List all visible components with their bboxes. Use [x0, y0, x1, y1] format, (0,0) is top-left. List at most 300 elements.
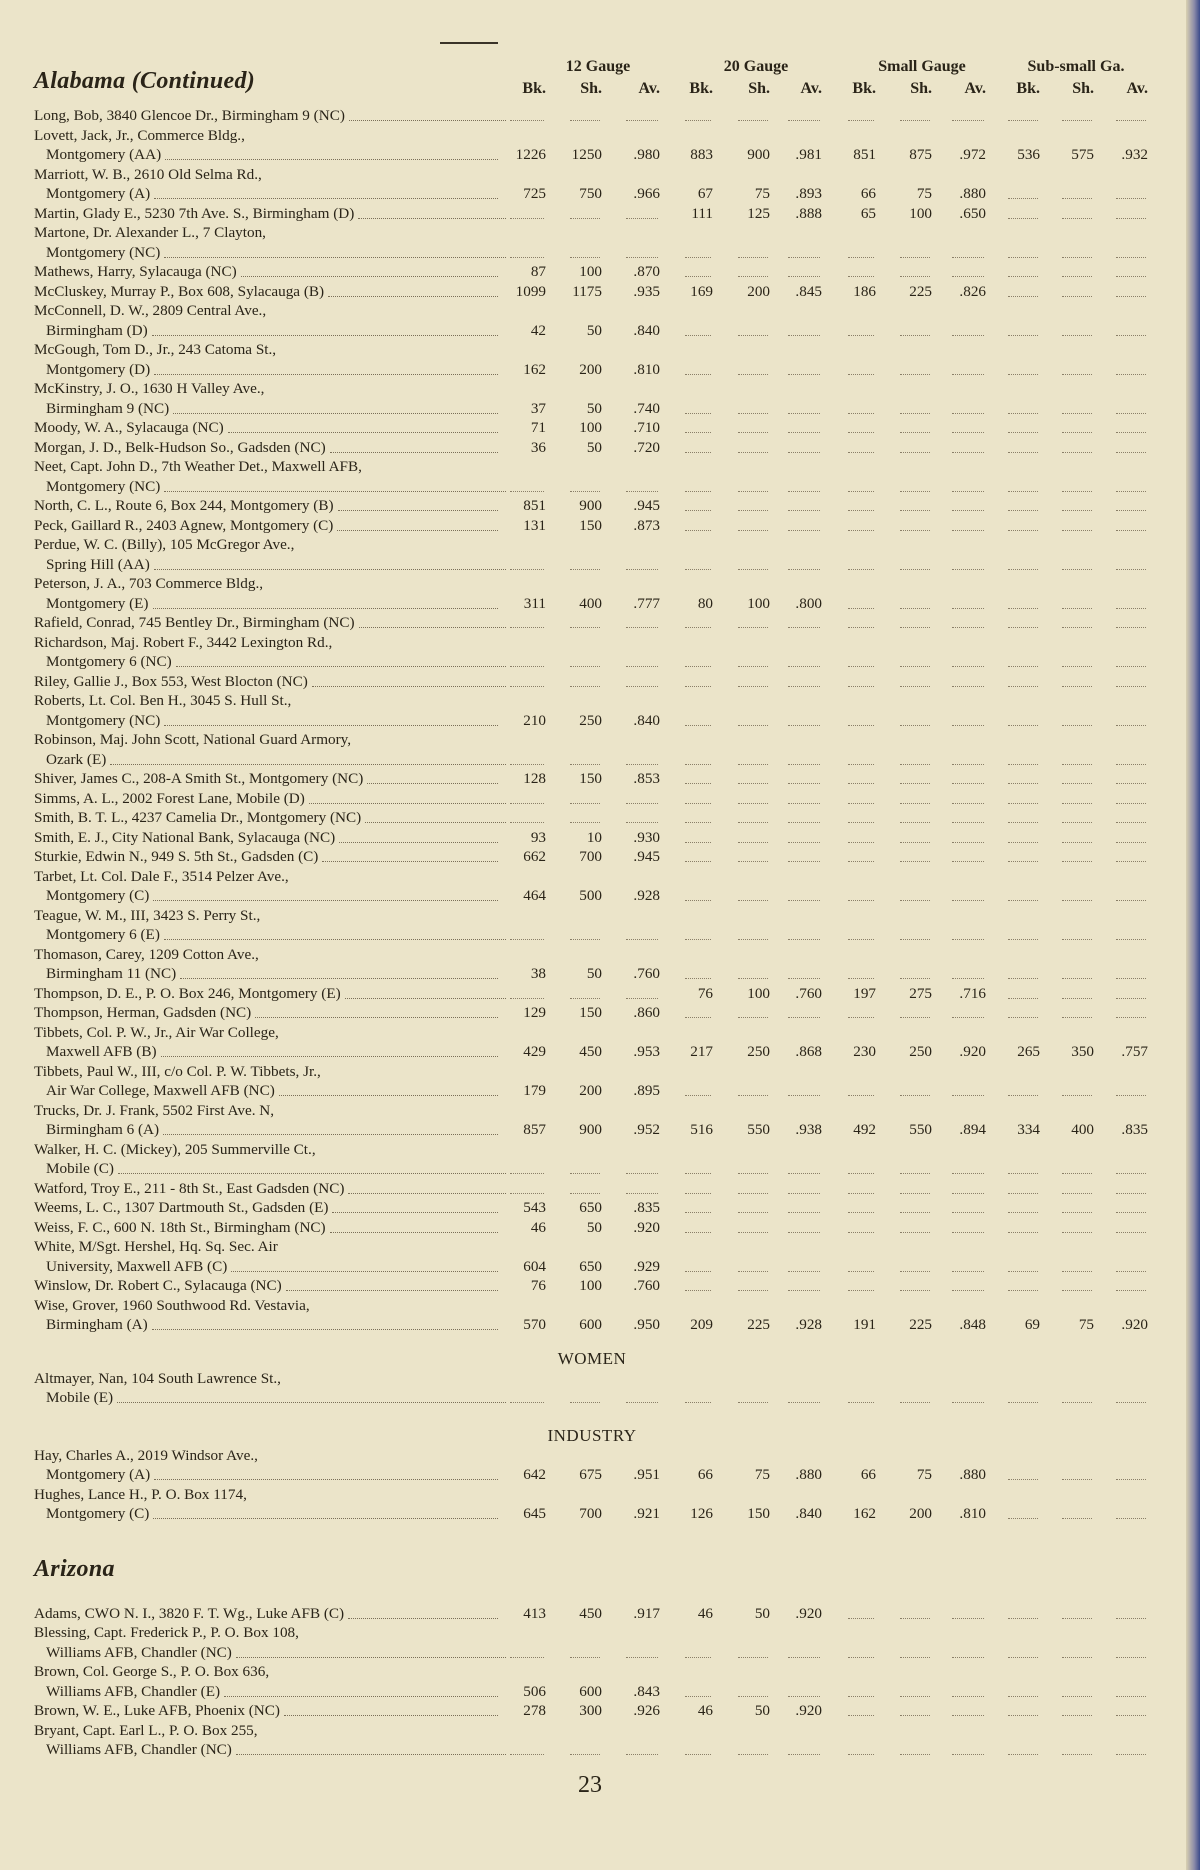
- entrant-name: Birmingham 6 (A): [46, 1121, 160, 1138]
- score-cell: 600: [579, 1316, 602, 1333]
- empty-cell: [952, 627, 984, 628]
- empty-cell: [685, 374, 711, 375]
- score-cell: 217: [690, 1043, 713, 1060]
- empty-cell: [788, 1271, 820, 1272]
- empty-cell: [788, 842, 820, 843]
- table-row: [34, 1179, 1164, 1199]
- empty-cell: [952, 491, 984, 492]
- score-cell: 550: [909, 1121, 932, 1138]
- score-cell: 334: [1017, 1121, 1040, 1138]
- table-row: [34, 438, 1164, 458]
- empty-cell: [1008, 764, 1038, 765]
- table-row: [34, 1701, 1164, 1721]
- score-cell: .972: [959, 146, 986, 163]
- empty-cell: [626, 1193, 658, 1194]
- empty-cell: [1116, 218, 1146, 219]
- empty-cell: [738, 569, 768, 570]
- leader-dots: [337, 530, 498, 531]
- entrant-name: Richardson, Maj. Robert F., 3442 Lexington Rd.,: [34, 633, 333, 651]
- empty-cell: [788, 510, 820, 511]
- empty-cell: [738, 939, 768, 940]
- empty-cell: [848, 1290, 874, 1291]
- score-cell: 100: [579, 419, 602, 436]
- empty-cell: [1062, 1618, 1092, 1619]
- empty-cell: [900, 842, 930, 843]
- leader-dots: [164, 939, 506, 940]
- leader-dots: [349, 120, 506, 121]
- empty-cell: [900, 1212, 930, 1213]
- entrant-name: McCluskey, Murray P., Box 608, Sylacauga (B): [34, 282, 325, 300]
- score-cell: 66: [697, 1466, 713, 1483]
- empty-cell: [1116, 783, 1146, 784]
- table-row-line: [34, 379, 1164, 399]
- empty-cell: [788, 432, 820, 433]
- empty-cell: [685, 1696, 711, 1697]
- empty-cell: [848, 842, 874, 843]
- empty-cell: [1116, 491, 1146, 492]
- score-cell: 197: [853, 984, 876, 1002]
- empty-cell: [952, 1193, 984, 1194]
- table-row: [34, 1604, 1164, 1624]
- empty-cell: [738, 1095, 768, 1096]
- empty-cell: [738, 1754, 768, 1755]
- empty-cell: [1062, 1212, 1092, 1213]
- entrant-name: Perdue, W. C. (Billy), 105 McGregor Ave.,: [34, 536, 295, 553]
- score-cell: .777: [633, 594, 660, 612]
- score-cell: 350: [1071, 1043, 1094, 1060]
- empty-cell: [788, 803, 820, 804]
- score-cell: 191: [853, 1316, 876, 1333]
- score-cell: .945: [633, 848, 660, 865]
- table-row-line: [34, 1023, 1164, 1043]
- empty-cell: [1008, 822, 1038, 823]
- score-cell: 900: [579, 497, 602, 514]
- empty-cell: [685, 822, 711, 823]
- empty-cell: [900, 627, 930, 628]
- table-row: [34, 321, 1164, 341]
- table-row-line: [34, 457, 1164, 477]
- empty-cell: [1008, 491, 1038, 492]
- leader-dots: [339, 842, 498, 843]
- score-cell: 662: [523, 848, 546, 865]
- entrant-name: Montgomery (NC): [46, 243, 161, 261]
- empty-cell: [1116, 374, 1146, 375]
- empty-cell: [570, 1173, 600, 1174]
- score-cell: 700: [579, 848, 602, 865]
- entrant-name: Williams AFB, Chandler (NC): [46, 1741, 232, 1758]
- empty-cell: [848, 1657, 874, 1658]
- empty-cell: [570, 939, 600, 940]
- empty-cell: [900, 569, 930, 570]
- table-row: [34, 1218, 1164, 1238]
- empty-cell: [900, 608, 930, 609]
- leader-dots: [153, 900, 498, 901]
- empty-cell: [1008, 510, 1038, 511]
- empty-cell: [685, 1232, 711, 1233]
- entrant-name: Robinson, Maj. John Scott, National Guard Armory,: [34, 731, 352, 748]
- entrant-name: Maxwell AFB (B): [46, 1043, 157, 1060]
- empty-cell: [788, 335, 820, 336]
- score-cell: 125: [747, 204, 770, 222]
- empty-cell: [626, 998, 658, 999]
- empty-cell: [1116, 1657, 1146, 1658]
- empty-cell: [848, 530, 874, 531]
- score-cell: 300: [579, 1702, 602, 1719]
- empty-cell: [626, 822, 658, 823]
- score-cell: 46: [697, 1702, 713, 1719]
- table-row: [34, 984, 1164, 1004]
- empty-cell: [510, 1754, 544, 1755]
- score-cell: 516: [690, 1121, 713, 1138]
- empty-cell: [1062, 120, 1092, 121]
- empty-cell: [685, 842, 711, 843]
- empty-cell: [848, 1173, 874, 1174]
- score-cell: 604: [523, 1257, 546, 1275]
- empty-cell: [626, 1657, 658, 1658]
- score-cell: 87: [530, 263, 546, 280]
- entrant-name: Wise, Grover, 1960 Southwood Rd. Vestavia,: [34, 1296, 310, 1314]
- empty-cell: [900, 666, 930, 667]
- empty-cell: [1062, 1232, 1092, 1233]
- empty-cell: [952, 1290, 984, 1291]
- score-cell: 725: [523, 185, 546, 202]
- empty-cell: [788, 764, 820, 765]
- table-row-line: [34, 535, 1164, 555]
- empty-cell: [685, 783, 711, 784]
- leader-dots: [152, 1329, 498, 1330]
- empty-cell: [626, 218, 658, 219]
- score-cell: .843: [633, 1682, 660, 1700]
- score-cell: 46: [530, 1218, 546, 1236]
- empty-cell: [900, 1657, 930, 1658]
- empty-cell: [1008, 452, 1038, 453]
- empty-cell: [900, 764, 930, 765]
- empty-cell: [848, 452, 874, 453]
- score-cell: .853: [633, 770, 660, 787]
- empty-cell: [510, 686, 544, 687]
- score-cell: .760: [633, 965, 660, 982]
- score-cell: 38: [530, 965, 546, 982]
- entrant-name: Rafield, Conrad, 745 Bentley Dr., Birmingham (NC): [34, 614, 355, 631]
- empty-cell: [900, 939, 930, 940]
- score-cell: 210: [523, 711, 546, 729]
- empty-cell: [848, 257, 874, 258]
- empty-cell: [1008, 783, 1038, 784]
- empty-cell: [952, 1095, 984, 1096]
- entrant-name: Thompson, D. E., P. O. Box 246, Montgomery (E): [34, 984, 341, 1002]
- score-cell: .951: [633, 1466, 660, 1483]
- empty-cell: [900, 1173, 930, 1174]
- empty-cell: [900, 1017, 930, 1018]
- entrant-name: Thomason, Carey, 1209 Cotton Ave.,: [34, 945, 259, 963]
- empty-cell: [900, 822, 930, 823]
- score-cell: .945: [633, 497, 660, 514]
- empty-cell: [900, 530, 930, 531]
- empty-cell: [570, 491, 600, 492]
- empty-cell: [1008, 998, 1038, 999]
- leader-dots: [312, 686, 506, 687]
- empty-cell: [952, 1271, 984, 1272]
- empty-cell: [626, 939, 658, 940]
- leader-dots: [165, 159, 498, 160]
- empty-cell: [738, 803, 768, 804]
- table-row-line: [34, 906, 1164, 926]
- column-header: Av.: [800, 80, 822, 97]
- entrant-name: Altmayer, Nan, 104 South Lawrence St.,: [34, 1369, 281, 1387]
- column-header: Bk.: [522, 80, 546, 97]
- empty-cell: [952, 1173, 984, 1174]
- entrant-name: Peck, Gaillard R., 2403 Agnew, Montgomery (C): [34, 516, 334, 534]
- score-cell: 230: [853, 1043, 876, 1060]
- leader-dots: [348, 1618, 498, 1619]
- empty-cell: [900, 335, 930, 336]
- empty-cell: [685, 510, 711, 511]
- empty-cell: [685, 120, 711, 121]
- section-title: Alabama (Continued): [34, 68, 256, 94]
- empty-cell: [848, 666, 874, 667]
- empty-cell: [685, 1212, 711, 1213]
- empty-cell: [952, 1212, 984, 1213]
- empty-cell: [1062, 1715, 1092, 1716]
- empty-cell: [788, 1290, 820, 1291]
- empty-cell: [900, 725, 930, 726]
- empty-cell: [626, 1173, 658, 1174]
- score-cell: 169: [690, 282, 713, 300]
- empty-cell: [900, 978, 930, 979]
- score-cell: 600: [579, 1682, 602, 1700]
- leader-dots: [164, 491, 506, 492]
- empty-cell: [738, 1017, 768, 1018]
- table-row-line: [34, 1485, 1164, 1505]
- entrant-name: Marriott, W. B., 2610 Old Selma Rd.,: [34, 165, 262, 183]
- entrant-name: Winslow, Dr. Robert C., Sylacauga (NC): [34, 1277, 282, 1294]
- column-header: Sh.: [1072, 80, 1094, 97]
- table-row: [34, 1198, 1164, 1218]
- table-row: [34, 672, 1164, 692]
- entrant-name: Montgomery (C): [46, 1505, 150, 1522]
- table-row: [34, 477, 1164, 497]
- score-cell: 543: [523, 1199, 546, 1216]
- score-cell: 278: [523, 1702, 546, 1719]
- empty-cell: [685, 1402, 711, 1403]
- empty-cell: [788, 1232, 820, 1233]
- score-cell: 37: [530, 399, 546, 417]
- column-header: Sh.: [748, 80, 770, 97]
- empty-cell: [788, 861, 820, 862]
- leader-dots: [228, 432, 498, 433]
- column-header: Bk.: [689, 80, 713, 97]
- empty-cell: [848, 1017, 874, 1018]
- empty-cell: [848, 861, 874, 862]
- entrant-name: Thompson, Herman, Gadsden (NC): [34, 1004, 252, 1021]
- table-row-line: [34, 1237, 1164, 1257]
- empty-cell: [685, 627, 711, 628]
- table-row: [34, 750, 1164, 770]
- empty-cell: [1116, 510, 1146, 511]
- score-cell: .920: [795, 1604, 822, 1622]
- leader-dots: [286, 1290, 498, 1291]
- table-row: [34, 106, 1164, 126]
- empty-cell: [848, 1232, 874, 1233]
- empty-cell: [685, 452, 711, 453]
- empty-cell: [1116, 608, 1146, 609]
- empty-cell: [848, 822, 874, 823]
- empty-cell: [1008, 1232, 1038, 1233]
- empty-cell: [788, 1095, 820, 1096]
- empty-cell: [1062, 530, 1092, 531]
- score-cell: .848: [959, 1316, 986, 1333]
- empty-cell: [570, 120, 600, 121]
- empty-cell: [1062, 861, 1092, 862]
- empty-cell: [788, 725, 820, 726]
- empty-cell: [788, 1212, 820, 1213]
- score-cell: 71: [530, 419, 546, 436]
- empty-cell: [738, 627, 768, 628]
- score-cell: .740: [633, 399, 660, 417]
- empty-cell: [1062, 218, 1092, 219]
- empty-cell: [900, 783, 930, 784]
- empty-cell: [738, 666, 768, 667]
- score-cell: 450: [579, 1043, 602, 1060]
- empty-cell: [510, 257, 544, 258]
- empty-cell: [952, 1017, 984, 1018]
- empty-cell: [1062, 276, 1092, 277]
- empty-cell: [1116, 764, 1146, 765]
- empty-cell: [685, 1754, 711, 1755]
- empty-cell: [626, 686, 658, 687]
- leader-dots: [241, 276, 498, 277]
- empty-cell: [900, 1095, 930, 1096]
- empty-cell: [1116, 1754, 1146, 1755]
- empty-cell: [952, 686, 984, 687]
- empty-cell: [1062, 939, 1092, 940]
- empty-cell: [900, 452, 930, 453]
- empty-cell: [788, 1017, 820, 1018]
- entrant-name: Montgomery (E): [46, 594, 149, 612]
- score-cell: .893: [795, 185, 822, 202]
- score-cell: 645: [523, 1505, 546, 1522]
- empty-cell: [788, 276, 820, 277]
- empty-cell: [788, 627, 820, 628]
- score-cell: 311: [523, 594, 546, 612]
- empty-cell: [685, 530, 711, 531]
- empty-cell: [1008, 1479, 1038, 1480]
- entrant-name: Adams, CWO N. I., 3820 F. T. Wg., Luke AFB (C): [34, 1604, 345, 1622]
- empty-cell: [952, 276, 984, 277]
- column-header: Sh.: [580, 80, 602, 97]
- empty-cell: [738, 1696, 768, 1697]
- empty-cell: [738, 491, 768, 492]
- empty-cell: [1116, 1232, 1146, 1233]
- score-cell: .935: [633, 282, 660, 300]
- table-row-line: [34, 730, 1164, 750]
- score-cell: .920: [633, 1218, 660, 1236]
- score-cell: 100: [747, 594, 770, 612]
- empty-cell: [952, 1618, 984, 1619]
- empty-cell: [1116, 998, 1146, 999]
- table-row: [34, 496, 1164, 516]
- empty-cell: [1116, 1212, 1146, 1213]
- empty-cell: [848, 725, 874, 726]
- empty-cell: [900, 900, 930, 901]
- score-cell: 50: [586, 1218, 602, 1236]
- leader-dots: [161, 1056, 498, 1057]
- table-row: [34, 243, 1164, 263]
- empty-cell: [1116, 842, 1146, 843]
- empty-cell: [1062, 1290, 1092, 1291]
- entrant-name: Ozark (E): [46, 750, 107, 768]
- table-row: [34, 282, 1164, 302]
- empty-cell: [848, 608, 874, 609]
- empty-cell: [1116, 1173, 1146, 1174]
- score-cell: 129: [523, 1004, 546, 1021]
- empty-cell: [788, 1657, 820, 1658]
- empty-cell: [1116, 530, 1146, 531]
- entrant-name: Simms, A. L., 2002 Forest Lane, Mobile (D): [34, 789, 305, 807]
- score-cell: 275: [909, 984, 932, 1002]
- empty-cell: [738, 120, 768, 121]
- empty-cell: [685, 939, 711, 940]
- entrant-name: Tibbets, Col. P. W., Jr., Air War College,: [34, 1023, 279, 1041]
- table-row: [34, 516, 1164, 536]
- empty-cell: [900, 432, 930, 433]
- score-cell: 750: [579, 185, 602, 202]
- score-cell: 162: [523, 360, 546, 378]
- empty-cell: [900, 276, 930, 277]
- entrant-name: Hughes, Lance H., P. O. Box 1174,: [34, 1485, 247, 1503]
- leader-dots: [348, 1193, 506, 1194]
- empty-cell: [685, 1173, 711, 1174]
- empty-cell: [900, 1290, 930, 1291]
- empty-cell: [1062, 686, 1092, 687]
- score-cell: 75: [754, 185, 770, 202]
- empty-cell: [788, 900, 820, 901]
- entrant-name: Williams AFB, Chandler (E): [46, 1682, 221, 1700]
- empty-cell: [570, 822, 600, 823]
- entrant-name: Roberts, Lt. Col. Ben H., 3045 S. Hull St.,: [34, 692, 292, 709]
- empty-cell: [788, 1173, 820, 1174]
- score-cell: .950: [633, 1316, 660, 1333]
- empty-cell: [900, 803, 930, 804]
- empty-cell: [1116, 1402, 1146, 1403]
- leader-dots: [236, 1754, 506, 1755]
- leader-dots: [152, 335, 498, 336]
- empty-cell: [685, 432, 711, 433]
- score-cell: 150: [747, 1505, 770, 1522]
- empty-cell: [1008, 861, 1038, 862]
- empty-cell: [1008, 842, 1038, 843]
- empty-cell: [738, 413, 768, 414]
- empty-cell: [570, 218, 600, 219]
- table-row-line: [34, 223, 1164, 243]
- table-row-line: [34, 574, 1164, 594]
- empty-cell: [1116, 276, 1146, 277]
- empty-cell: [685, 764, 711, 765]
- score-cell: 50: [586, 438, 602, 456]
- table-row: [34, 594, 1164, 614]
- score-cell: 1226: [515, 146, 546, 163]
- score-cell: .757: [1121, 1043, 1148, 1060]
- empty-cell: [1116, 939, 1146, 940]
- empty-cell: [1062, 900, 1092, 901]
- entrant-name: White, M/Sgt. Hershel, Hq. Sq. Sec. Air: [34, 1238, 278, 1255]
- empty-cell: [685, 1193, 711, 1194]
- group-heading-12-gauge: 12 Gauge: [565, 58, 631, 75]
- empty-cell: [848, 764, 874, 765]
- score-cell: 650: [579, 1257, 602, 1275]
- table-row: [34, 1081, 1164, 1101]
- table-row: [34, 204, 1164, 224]
